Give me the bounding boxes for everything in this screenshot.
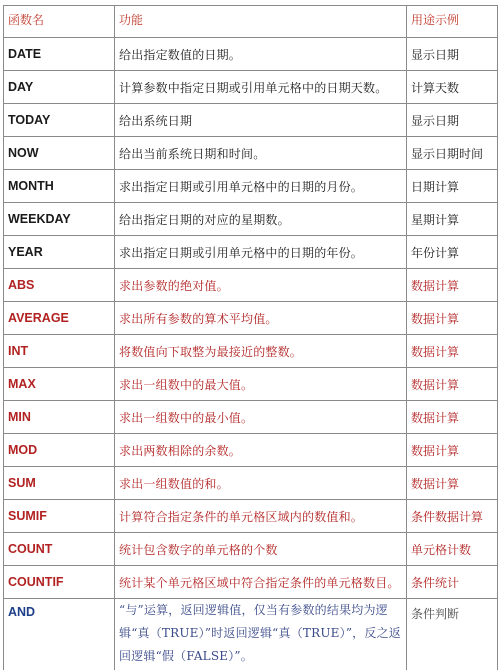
function-name: DAY — [4, 71, 115, 104]
function-use: 日期计算 — [407, 170, 498, 203]
table-row — [4, 236, 498, 269]
function-use: 年份计算 — [407, 236, 498, 269]
function-name: WEEKDAY — [4, 203, 115, 236]
function-table — [3, 5, 498, 670]
function-use: 星期计算 — [407, 203, 498, 236]
function-desc: 统计某个单元格区域中符合指定条件的单元格数目。 — [115, 566, 407, 599]
function-desc: 给出指定日期的对应的星期数。 — [115, 203, 407, 236]
table-row — [4, 434, 498, 467]
table-row — [4, 500, 498, 533]
function-desc: 求出一组数值的和。 — [115, 467, 407, 500]
function-name: SUM — [4, 467, 115, 500]
function-name: COUNTIF — [4, 566, 115, 599]
function-use: 数据计算 — [407, 434, 498, 467]
function-desc: 求出指定日期或引用单元格中的日期的月份。 — [115, 170, 407, 203]
table-row — [4, 71, 498, 104]
function-desc: 求出所有参数的算术平均值。 — [115, 302, 407, 335]
header-name: 函数名 — [4, 6, 115, 38]
function-use: 数据计算 — [407, 335, 498, 368]
function-name: MIN — [4, 401, 115, 434]
function-table-body — [4, 6, 498, 670]
table-row — [4, 302, 498, 335]
table-row — [4, 533, 498, 566]
function-desc: 计算符合指定条件的单元格区域内的数值和。 — [115, 500, 407, 533]
function-name: AND — [4, 599, 115, 670]
function-desc: 求出两数相除的余数。 — [115, 434, 407, 467]
table-row — [4, 335, 498, 368]
table-row — [4, 203, 498, 236]
function-desc: 给出指定数值的日期。 — [115, 38, 407, 71]
function-use: 数据计算 — [407, 269, 498, 302]
function-use: 数据计算 — [407, 302, 498, 335]
table-row — [4, 566, 498, 599]
function-desc: 计算参数中指定日期或引用单元格中的日期天数。 — [115, 71, 407, 104]
table-row — [4, 269, 498, 302]
function-desc: 将数值向下取整为最接近的整数。 — [115, 335, 407, 368]
function-desc: 给出系统日期 — [115, 104, 407, 137]
function-name: DATE — [4, 38, 115, 71]
function-use: 显示日期 — [407, 104, 498, 137]
function-name: INT — [4, 335, 115, 368]
table-row — [4, 170, 498, 203]
function-desc: 求出指定日期或引用单元格中的日期的年份。 — [115, 236, 407, 269]
function-name: TODAY — [4, 104, 115, 137]
function-use: 单元格计数 — [407, 533, 498, 566]
table-row — [4, 368, 498, 401]
table-header-row — [4, 6, 498, 38]
function-desc: 求出一组数中的最小值。 — [115, 401, 407, 434]
function-use: 条件数据计算 — [407, 500, 498, 533]
function-name: MOD — [4, 434, 115, 467]
function-desc: “与”运算，返回逻辑值，仅当有参数的结果均为逻辑“真（TRUE）”时返回逻辑“真（TRUE）”，反之返回逻辑“假（FALSE）”。 — [115, 599, 407, 670]
function-use: 数据计算 — [407, 467, 498, 500]
function-name: MONTH — [4, 170, 115, 203]
function-desc: 求出一组数中的最大值。 — [115, 368, 407, 401]
table-row — [4, 137, 498, 170]
function-use: 显示日期时间 — [407, 137, 498, 170]
table-row — [4, 104, 498, 137]
function-name: MAX — [4, 368, 115, 401]
function-use: 条件统计 — [407, 566, 498, 599]
function-name: AVERAGE — [4, 302, 115, 335]
table-row — [4, 599, 498, 670]
function-desc: 给出当前系统日期和时间。 — [115, 137, 407, 170]
header-use: 用途示例 — [407, 6, 498, 38]
table-row — [4, 467, 498, 500]
function-desc: 统计包含数字的单元格的个数 — [115, 533, 407, 566]
table-row — [4, 401, 498, 434]
function-use: 条件判断 — [407, 599, 498, 670]
function-use: 数据计算 — [407, 368, 498, 401]
function-name: YEAR — [4, 236, 115, 269]
table-row — [4, 38, 498, 71]
function-name: NOW — [4, 137, 115, 170]
function-use: 显示日期 — [407, 38, 498, 71]
function-use: 数据计算 — [407, 401, 498, 434]
function-name: SUMIF — [4, 500, 115, 533]
function-name: COUNT — [4, 533, 115, 566]
function-desc: 求出参数的绝对值。 — [115, 269, 407, 302]
function-name: ABS — [4, 269, 115, 302]
function-use: 计算天数 — [407, 71, 498, 104]
header-desc: 功能 — [115, 6, 407, 38]
